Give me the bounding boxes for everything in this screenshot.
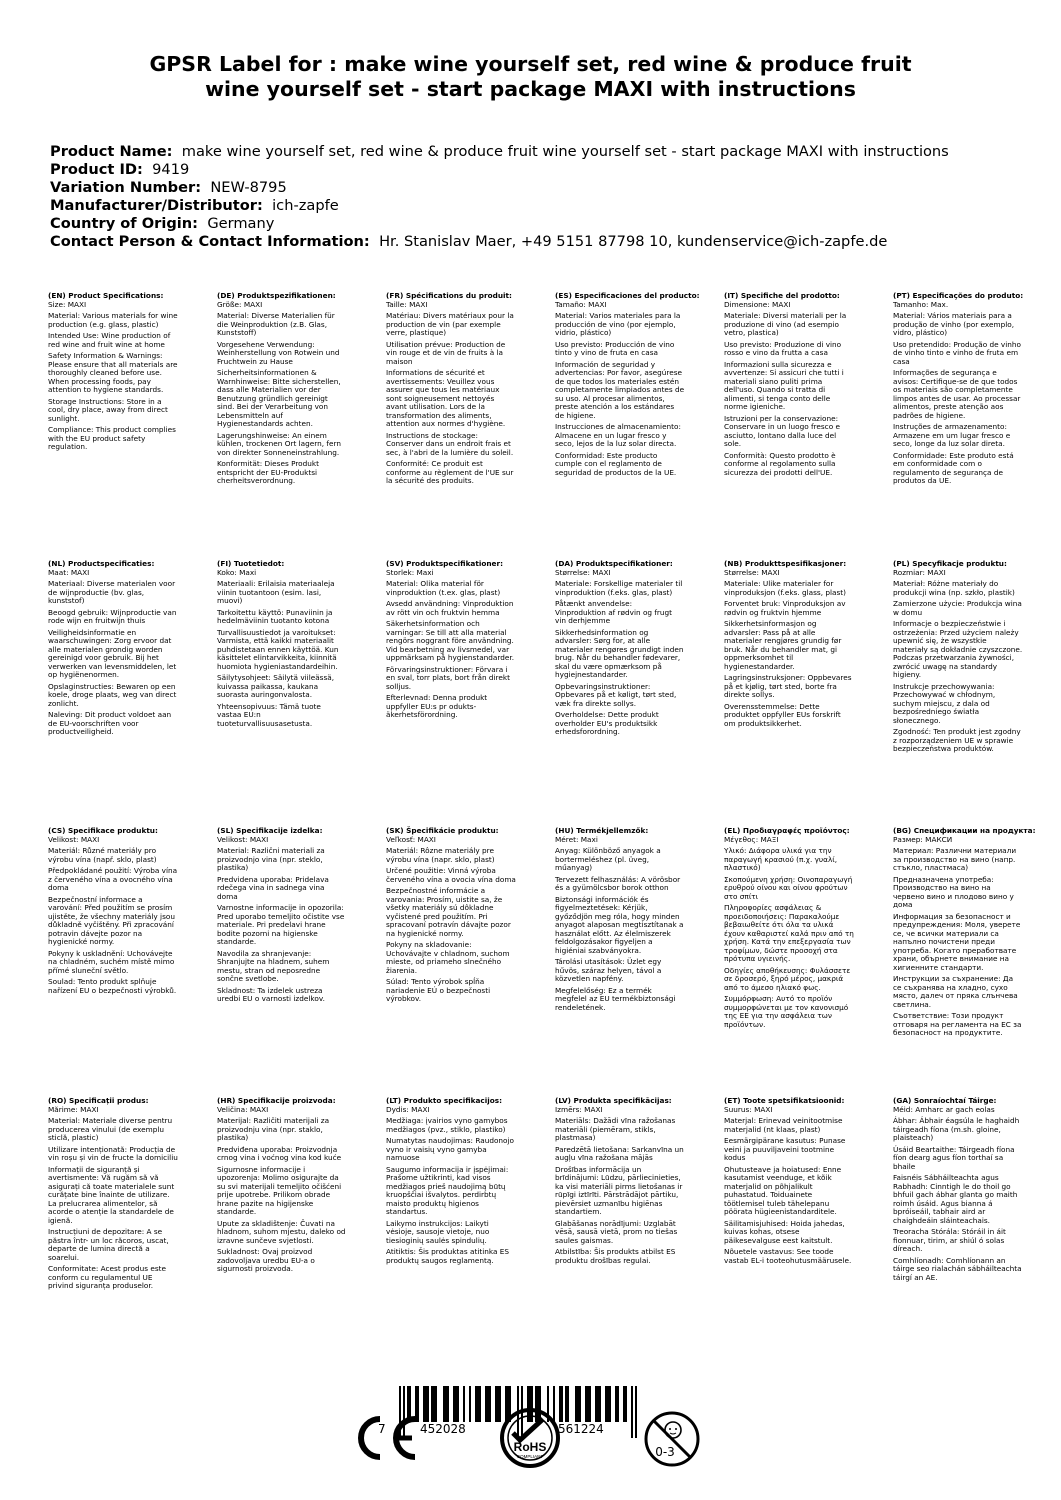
spec-block-ro xyxy=(48,1097,178,1294)
product-id-label: Product ID: xyxy=(50,161,143,178)
spec-block-el xyxy=(724,827,854,1032)
manufacturer-value: ich-zapfe xyxy=(272,197,339,214)
ce-mark-icon xyxy=(352,1413,420,1467)
spec-paragraph: Predviđena uporaba: Proizvodnja crnog vina i voćnog vina kod kuće xyxy=(217,1144,342,1162)
spec-block-lv xyxy=(555,1097,685,1268)
spec-paragraph: Méret: Maxi xyxy=(555,834,598,844)
spec-paragraph: Sikkerhedsinformation og advarsler: Sørg for, at alle materialer rengøres grundigt inden brug. Når du behandler fødevarer, skal du være opmærksom på hygiejnestandarder. xyxy=(555,627,684,679)
spec-paragraph: Conformità: Questo prodotto è conforme al regolamento sulla sicurezza dei prodotti dell'UE. xyxy=(724,450,836,477)
barcode-bar xyxy=(623,1386,627,1422)
spec-block-fi xyxy=(217,560,347,731)
barcode-bar xyxy=(485,1386,491,1422)
spec-paragraph: Materijal: Različiti materijali za proizvodnju vina (npr. staklo, plastika) xyxy=(217,1116,330,1142)
spec-paragraph: Tamanho: Max. xyxy=(893,299,949,309)
spec-paragraph: Overensstemmelse: Dette produktet oppfyller EUs forskrift om produktsikkerhet. xyxy=(724,701,841,728)
spec-paragraph: Opslaginstructies: Bewaren op een koele, droge plaats, weg van direct zonlicht. xyxy=(48,681,177,708)
spec-paragraph: Материал: Различни материали за производство на вино (напр. стъкло, пластмаса) xyxy=(893,846,1017,872)
spec-paragraph: Pokyny na skladovanie: Uchovávajte v chladnom, suchom mieste, od priameho slnečného žiarenia. xyxy=(386,940,510,975)
barcode-bar xyxy=(443,1386,449,1422)
spec-paragraph: Informacje o bezpieczeństwie i ostrzeżenia: Przed użyciem należy upewnić się, że wszystkie materiały są dokładnie czyszczone. Podczas przetwarzania żywności, zwrócić uwagę na standardy higieny. xyxy=(893,619,1023,679)
spec-heading: (FI) Tuotetiedot: xyxy=(217,559,285,568)
spec-heading: (ES) Especificaciones del producto: xyxy=(555,291,700,300)
manufacturer-row xyxy=(50,197,1030,215)
spec-paragraph: Laikymo instrukcijos: Laikyti vėsioje, sausoje vietoje, nuo tiesioginių saulės spindulių. xyxy=(386,1218,490,1245)
spec-paragraph: Material: Diverse Materialien für die Weinproduktion (z.B. Glas, Kunststoff) xyxy=(217,311,335,337)
spec-paragraph: Méid: Amharc ar gach eolas xyxy=(893,1104,995,1114)
spec-paragraph: Material: Različni materiali za proizvodnjo vina (npr. steklo, plastika) xyxy=(217,846,325,872)
spec-paragraph: Предназначена употреба: Производство на вино на червено вино и плодово вино у дома xyxy=(893,874,1014,909)
spec-paragraph: Størrelse: MAXI xyxy=(724,567,780,577)
spec-heading: (LV) Produkta specifikācijas: xyxy=(555,1096,672,1105)
spec-paragraph: Σκοπούμενη χρήση: Οινοπαραγωγή ερυθρού οίνου και οίνου φρούτων στο σπίτι xyxy=(724,874,853,901)
spec-paragraph: Инструкции за съхранение: Да се съхранява на хладно, сухо място, далеч от пряка слънчева светлина. xyxy=(893,974,1018,1009)
barcode-bar xyxy=(423,1386,429,1422)
spec-paragraph: Efterlevnad: Denna produkt uppfyller EU:s pr oduktsäkerhetsförordning. xyxy=(386,693,488,719)
country-of-origin-label: Country of Origin: xyxy=(50,215,199,232)
spec-block-de xyxy=(217,292,347,489)
spec-block-fr xyxy=(386,292,516,489)
spec-paragraph: Safety Information & Warnings: Please ensure that all materials are thoroughly cleaned before use. When processing foods, pay attention to hygiene standards. xyxy=(48,351,178,394)
spec-paragraph: Bezpečnostní informace a varování: Před použitím se prosím ujistěte, že všechny materiály jsou důkladně vyčištěny. Při zpracování potravin dávejte pozor na hygienické normy. xyxy=(48,894,175,946)
barcode-bar xyxy=(453,1386,459,1422)
label-title-line-2: wine yourself set - start package MAXI with instructions xyxy=(205,77,856,101)
spec-paragraph: Lagringsinstruksjoner: Oppbevares på et kjølig, tørt sted, borte fra direkte sollys. xyxy=(724,673,852,699)
product-name-label: Product Name: xyxy=(50,143,173,160)
spec-paragraph: Säilitamisjuhised: Hoida jahedas, kuivas kohas, otsese päikesevalguse eest kaitstult. xyxy=(724,1218,845,1245)
spec-block-pt xyxy=(893,292,1023,489)
spec-paragraph: Uso previsto: Producción de vino tinto y vino de fruta en casa xyxy=(555,339,675,357)
spec-paragraph: Navodila za shranjevanje: Shranjujte na hladnem, suhem mestu, stran od neposredne sončne svetlobe. xyxy=(217,948,330,983)
spec-paragraph: Mărime: MAXI xyxy=(48,1104,99,1114)
age-warning-label: 0-3 xyxy=(655,1445,675,1459)
spec-paragraph: Ohutusteave ja hoiatused: Enne kasutamist veenduge, et kõik materjalid on põhjalikult puhastatud. Toiduainete töötlemisel tuleb tähelepanu pöörata hügieenistandarditele. xyxy=(724,1164,842,1216)
spec-paragraph: Material: Olika material för vinproduktion (t.ex. glas, plast) xyxy=(386,579,501,597)
spec-heading: (BG) Спецификации на продукта: xyxy=(893,826,1036,835)
spec-paragraph: Veiligheidsinformatie en waarschuwingen: Zorg ervoor dat alle materialen grondig worden gereinigd voor gebruik. Bij het verwerken van levensmiddelen, let op hygiënenormen. xyxy=(48,627,177,679)
spec-heading: (EN) Product Specifications: xyxy=(48,291,164,300)
not-for-children-0-3-icon xyxy=(643,1410,701,1472)
spec-paragraph: Faisnéis Sábháilteachta agus Rabhadh: Cinntigh le do thoil go bhfuil gach ábhar glanta go maith roimh úsáid. Agus bianna á bpróiseáil, tabhair aird ar chaighdeáin sláinteachais. xyxy=(893,1173,1018,1225)
spec-block-nb xyxy=(724,560,854,731)
spec-paragraph: Skladnost: Ta izdelek ustreza uredbi EU o varnosti izdelkov. xyxy=(217,985,325,1003)
spec-paragraph: Biztonsági információk és figyelmeztetések: Kérjük, győződjön meg róla, hogy minden anyagot alaposan megtisztítanak a használat előtt. Az élelmiszerek feldolgozásakor figyeljen a higiéniai szabványokra. xyxy=(555,894,684,955)
spec-heading: (CS) Specifikace produktu: xyxy=(48,826,158,835)
spec-paragraph: Súlad: Tento výrobok spĺňa nariadenie EÚ o bezpečnosti výrobkov. xyxy=(386,977,491,1003)
spec-heading: (DE) Produktspezifikationen: xyxy=(217,291,336,300)
spec-heading: (IT) Specifiche del prodotto: xyxy=(724,291,840,300)
barcode-bar xyxy=(635,1386,637,1438)
spec-paragraph: Ábhar: Ábhair éagsúla le haghaidh táirgeadh fíona (m.sh. gloine, plaisteach) xyxy=(893,1116,1020,1142)
spec-paragraph: Materiał: Różne materiały do produkcji wina (np. szkło, plastik) xyxy=(893,579,1015,597)
barcode-bar xyxy=(615,1386,619,1422)
spec-heading: (PT) Especificações do produto: xyxy=(893,291,1024,300)
barcode-bar xyxy=(463,1386,465,1422)
spec-paragraph: Größe: MAXI xyxy=(217,299,263,309)
spec-paragraph: Material: Materiale diverse pentru producerea vinului (de exemplu sticlă, plastic) xyxy=(48,1116,173,1142)
spec-block-hu xyxy=(555,827,685,1015)
spec-paragraph: Drošības informācija un brīdinājumi: Lūdzu, pārliecinieties, ka visi materiāli pirms lietošanas ir rūpīgi iztīrīti. Pārstrādājot pārtiku, pievērsiet uzmanību higiēnas standartiem. xyxy=(555,1164,683,1216)
spec-paragraph: Izmērs: MAXI xyxy=(555,1104,603,1114)
spec-paragraph: Nõuetele vastavus: See toode vastab EL-i tooteohutusmäärusele. xyxy=(724,1247,852,1265)
spec-block-et xyxy=(724,1097,854,1268)
spec-paragraph: Информация за безопасност и предупреждения: Моля, уверете се, че всички материали са напълно почистени преди употреба. Когато преработвате храни, обърнете внимание на хигиенните стандарти. xyxy=(893,911,1021,972)
spec-paragraph: Utilisation prévue: Production de vin rouge et de vin de fruits à la maison xyxy=(386,339,506,366)
spec-paragraph: Naleving: Dit product voldoet aan de EU-voorschriften voor productveiligheid. xyxy=(48,710,172,736)
spec-paragraph: Υλικό: Διάφορα υλικά για την παραγωγή κρασιού (π.χ. γυαλί, πλαστικό) xyxy=(724,846,838,872)
spec-paragraph: Συμμόρφωση: Αυτό το προϊόν συμμορφώνεται με τον κανονισμό της ΕΕ για την ασφάλεια των προϊόντων. xyxy=(724,994,849,1029)
barcode-bar xyxy=(605,1386,611,1422)
spec-paragraph: Materiale: Diversi materiali per la produzione di vino (ad esempio vetro, plastica) xyxy=(724,311,847,337)
spec-paragraph: Utilizare intenționată: Producția de vin roșu și vin de fructe la domiciliu xyxy=(48,1144,178,1162)
spec-heading: (EL) Προδιαγραφές προϊόντος: xyxy=(724,826,850,835)
barcode-bar xyxy=(565,1386,569,1422)
spec-paragraph: Materjal: Erinevad veinitootmise materjalid (nt klaas, plast) xyxy=(724,1116,843,1134)
spec-paragraph: Dimensione: MAXI xyxy=(724,299,791,309)
spec-paragraph: Velikost: MAXI xyxy=(217,834,269,844)
spec-paragraph: Anyag: Különböző anyagok a bortermeléshez (pl. üveg, műanyag) xyxy=(555,846,661,872)
spec-paragraph: Konformität: Dieses Produkt entspricht der EU-Produktsi cherheitsverordnung. xyxy=(217,459,319,485)
spec-paragraph: Storage Instructions: Store in a cool, dry place, away from direct sunlight. xyxy=(48,396,168,423)
spec-heading: (ET) Toote spetsifikatsioonid: xyxy=(724,1096,845,1105)
spec-paragraph: Varnostne informacije in opozorila: Pred uporabo temeljito očistite vse materiale. Pri predelavi hrane bodite pozorni na higienske standarde. xyxy=(217,903,345,946)
barcode-digit-first: 7 xyxy=(378,1422,386,1436)
spec-paragraph: Compliance: This product complies with the EU product safety regulation. xyxy=(48,425,176,451)
spec-paragraph: Taille: MAXI xyxy=(386,299,428,309)
spec-paragraph: Opbevaringsinstruktioner: Opbevares på et køligt, tørt sted, væk fra direkte sollys. xyxy=(555,681,677,708)
spec-paragraph: Overholdelse: Dette produkt overholder EU's produktsikk erhedsforordning. xyxy=(555,710,659,736)
barcode-bar xyxy=(431,1386,437,1422)
spec-paragraph: Yhteensopivuus: Tämä tuote vastaa EU:n tuoteturvallisuusasetusta. xyxy=(217,701,321,728)
spec-paragraph: Soulad: Tento produkt splňuje nařízení EU o bezpečnosti výrobků. xyxy=(48,977,177,995)
spec-paragraph: Materiāls: Dažādi vīna ražošanas materiāli (piemēram, stikls, plastmasa) xyxy=(555,1116,676,1142)
spec-paragraph: Forventet bruk: Vinproduksjon av rødvin og fruktvin hjemme xyxy=(724,599,846,617)
spec-heading: (NL) Productspecificaties: xyxy=(48,559,155,568)
spec-paragraph: Velikost: MAXI xyxy=(48,834,100,844)
spec-paragraph: Predvidena uporaba: Pridelava rdečega vina in sadnega vina doma xyxy=(217,874,329,901)
product-id-value: 9419 xyxy=(152,161,190,178)
spec-paragraph: Πληροφορίες ασφάλειας & προειδοποιήσεις: Παρακαλούμε βεβαιωθείτε ότι όλα τα υλικά έχουν καθαριστεί καλά πριν από τη χρήση. Κατά την επεξεργασία των τροφίμων, δώστε προσοχή στα πρότυπα υγιεινής. xyxy=(724,903,854,963)
spec-paragraph: Comhlíonadh: Comhlíonann an táirge seo rialachán sábháilteachta táirgí an AE. xyxy=(893,1255,1022,1282)
spec-heading: (SV) Produktspecifikationer: xyxy=(386,559,504,568)
spec-paragraph: Información de seguridad y advertencias: Por favor, asegúrese de que todos los materiales estén completamente limpiados antes de su uso. Al procesar alimentos, preste atención a los estándares de higiene. xyxy=(555,359,685,420)
spec-paragraph: Dydis: MAXI xyxy=(386,1104,430,1114)
spec-paragraph: Materiaali: Erilaisia materiaaleja viinin tuotantoon (esim. lasi, muovi) xyxy=(217,579,335,605)
spec-paragraph: Veľkosť: MAXI xyxy=(386,834,436,844)
rohs-compliant-icon xyxy=(499,1407,561,1473)
spec-paragraph: Размер: МАКСИ xyxy=(893,834,953,844)
spec-paragraph: Megfelelőség: Ez a termék megfelel az EU termékbiztonsági rendeletének. xyxy=(555,985,676,1012)
spec-paragraph: Istruzioni per la conservazione: Conservare in un luogo fresco e asciutto, lontano dalla luce del sole. xyxy=(724,413,840,448)
spec-paragraph: Úsáid Beartaithe: Táirgeadh fíona fíon dearg agus fíon torthaí sa bhaile xyxy=(893,1144,1015,1171)
spec-paragraph: Säilytysohjeet: Säilytä viileässä, kuivassa paikassa, kaukana suorasta auringonvalosta. xyxy=(217,673,335,699)
spec-block-sl xyxy=(217,827,347,1007)
contact-value: Hr. Stanislav Maer, +49 5151 87798 10, kundenservice@ich-zapfe.de xyxy=(379,233,888,250)
spec-paragraph: Instrukcje przechowywania: Przechowywać w chłodnym, suchym miejscu, z dala od bezpośredniego światła słonecznego. xyxy=(893,681,996,725)
spec-paragraph: Uso previsto: Produzione di vino rosso e vino da frutta a casa xyxy=(724,339,842,357)
variation-number-value: NEW-8795 xyxy=(210,179,287,196)
barcode-bar xyxy=(631,1386,633,1438)
spec-paragraph: Materiale: Forskellige materialer til vinproduktion (f.eks. glas, plast) xyxy=(555,579,683,597)
spec-block-ga xyxy=(893,1097,1023,1285)
spec-paragraph: Předpokládané použití: Výroba vína z červeného vína a ovocného vína doma xyxy=(48,866,178,892)
spec-paragraph: Materiál: Rôzne materiály pre výrobu vína (napr. sklo, plast) xyxy=(386,846,495,864)
spec-heading: (DA) Produktspecifikationer: xyxy=(555,559,673,568)
spec-paragraph: Atbilstība: Šis produkts atbilst ES produktu drošības regulai. xyxy=(555,1247,676,1265)
spec-paragraph: Beoogd gebruik: Wijnproductie van rode wijn en fruitwijn thuis xyxy=(48,607,177,625)
spec-paragraph: Treoracha Stórála: Stóráil in áit fionnuar, tirim, ar shiúl ó solas díreach. xyxy=(893,1227,1006,1253)
spec-block-da xyxy=(555,560,685,740)
spec-paragraph: Förvaringsinstruktioner: Förvara i en sval, torr plats, bort från direkt solljus. xyxy=(386,664,510,691)
spec-block-it xyxy=(724,292,854,480)
spec-paragraph: Eesmärgipärane kasutus: Punase veini ja puuviljaveini tootmine kodus xyxy=(724,1136,846,1162)
contact-row xyxy=(50,233,1030,251)
spec-block-bg xyxy=(893,826,1036,1041)
spec-block-nl xyxy=(48,560,178,740)
spec-paragraph: Informações de segurança e avisos: Certifique-se de que todos os materiais são completamente limpos antes de usar. Ao processar alimentos, preste atenção aos padrões de higiene. xyxy=(893,368,1021,420)
spec-paragraph: Určené použitie: Vinná výroba červeného vína a ovocia vína doma xyxy=(386,866,516,884)
spec-paragraph: Conformidad: Este producto cumple con el reglamento de seguridad de productos de la UE. xyxy=(555,450,677,477)
product-name-row xyxy=(50,143,1030,161)
spec-paragraph: Saugumo informacija ir įspėjimai: Prašome užtikrinti, kad visos medžiagos prieš naudojimą būtų kruopščiai išvalytos. perdirbtų maisto produktų higienos standartus. xyxy=(386,1164,509,1216)
spec-paragraph: Glabāšanas norādījumi: Uzglabāt vēsā, sausā vietā, prom no tiešas saules gaismas. xyxy=(555,1218,678,1245)
spec-block-pl xyxy=(893,560,1023,757)
label-title xyxy=(0,52,1061,102)
spec-paragraph: Μέγεθος: MAΞΙ xyxy=(724,834,779,844)
spec-block-lt xyxy=(386,1097,516,1268)
spec-paragraph: Informations de sécurité et avertissements: Veuillez vous assurer que tous les matériaux sont soigneusement nettoyés avant utilisation. Lors de la transformation des aliments, attention aux normes d'hygiène. xyxy=(386,368,506,428)
spec-paragraph: Sigurnosne informacije i upozorenja: Molimo osigurajte da su svi materijali temeljito očišćeni prije upotrebe. Prilikom obrade hrane pazite na higijenske standarde. xyxy=(217,1164,342,1216)
spec-heading: (NB) Produkttspesifikasjoner: xyxy=(724,559,847,568)
contact-label: Contact Person & Contact Information: xyxy=(50,233,370,250)
spec-paragraph: Instrucciones de almacenamiento: Almacene en un lugar fresco y seco, lejos de la luz solar directa. xyxy=(555,422,681,448)
spec-paragraph: Material: Varios materiales para la producción de vino (por ejemplo, vidrio, plástico) xyxy=(555,311,681,337)
spec-paragraph: Størrelse: MAXI xyxy=(555,567,611,577)
spec-paragraph: Instruções de armazenamento: Armazene em um lugar fresco e seco, longe da luz solar direta. xyxy=(893,422,1011,448)
spec-paragraph: Uso pretendido: Produção de vinho de vinho tinto e vinho de fruta em casa xyxy=(893,339,1021,366)
spec-paragraph: Sicherheitsinformationen & Warnhinweise: Bitte sicherstellen, dass alle Materialien vor der Benutzung gründlich gereinigt sind. Bei der Verarbeitung von Lebensmitteln auf Hygienestandards achten. xyxy=(217,368,341,428)
spec-paragraph: Koko: Maxi xyxy=(217,567,257,577)
spec-paragraph: Turvallisuustiedot ja varoitukset: Varmista, että kaikki materiaalit puhdistetaan ennen käyttöä. Kun käsittelet elintarvikkeita, kiinnitä huomiota hygieniastandardeihin. xyxy=(217,627,339,671)
spec-paragraph: Rozmiar: MAXI xyxy=(893,567,946,577)
spec-paragraph: Tamaño: MAXI xyxy=(555,299,607,309)
country-of-origin-row xyxy=(50,215,1030,233)
barcode-bar xyxy=(475,1386,481,1422)
spec-paragraph: Instructions de stockage: Conserver dans un endroit frais et sec, à l'abri de la lumière du soleil. xyxy=(386,430,514,457)
variation-number-row xyxy=(50,179,1030,197)
spec-heading: (FR) Spécifications du produit: xyxy=(386,291,512,300)
spec-block-en xyxy=(48,292,178,455)
manufacturer-label: Manufacturer/Distributor: xyxy=(50,197,263,214)
spec-paragraph: Instrucțiuni de depozitare: A se păstra într- un loc răcoros, uscat, departe de lumina directă a soarelui. xyxy=(48,1227,169,1262)
spec-paragraph: Tárolási utasítások: Üzlet egy hűvös, száraz helyen, távol a közvetlen napfény. xyxy=(555,957,662,983)
spec-paragraph: Maat: MAXI xyxy=(48,567,90,577)
spec-paragraph: Sukladnost: Ovaj proizvod zadovoljava uredbu EU-a o sigurnosti proizvoda. xyxy=(217,1247,315,1273)
spec-paragraph: Informazioni sulla sicurezza e avvertenze: Si assicuri che tutti i materiali siano puliti prima dell'uso. Quando si tratta di alimenti, si tenga conto delle norme igieniche. xyxy=(724,359,844,411)
spec-paragraph: Informații de siguranță și avertismente: Vă rugăm să vă asigurați că toate materialele sunt curățate bine înainte de utilizare. La prelucrarea alimentelor, să acorde o atenție la standardele de igienă. xyxy=(48,1164,175,1225)
spec-paragraph: Bezpečnostné informácie a varovania: Prosím, uistite sa, že všetky materiály sú dôkladne vyčistené pred použitím. Pri spracovaní potravín dávajte pozor na hygienické normy. xyxy=(386,886,511,938)
spec-block-cs xyxy=(48,827,178,998)
spec-paragraph: Påtænkt anvendelse: Vinproduktion af rødvin og frugt vin derhjemme xyxy=(555,599,673,625)
rohs-compliant-text: COMPLIANT xyxy=(516,1454,544,1459)
variation-number-label: Variation Number: xyxy=(50,179,202,196)
spec-heading: (SK) Špecifikácie produktu: xyxy=(386,826,499,835)
spec-block-sk xyxy=(386,827,516,1007)
spec-paragraph: Materiál: Různé materiály pro výrobu vína (např. sklo, plast) xyxy=(48,846,157,864)
product-info xyxy=(50,143,1030,251)
spec-paragraph: Säkerhetsinformation och varningar: Se till att alla material rengörs noggrant före användning. Vid bearbetning av livsmedel, var uppmärksam på hygienstandarder. xyxy=(386,619,515,662)
spec-paragraph: Matériau: Divers matériaux pour la production de vin (par exemple verre, plastique) xyxy=(386,311,514,337)
spec-paragraph: Conformidade: Este produto está em conformidade com o regulamento de segurança de produtos da UE. xyxy=(893,450,1014,485)
spec-paragraph: Conformitate: Acest produs este conform cu regulamentul UE privind siguranța produselor. xyxy=(48,1264,166,1290)
spec-block-hr xyxy=(217,1097,347,1277)
spec-paragraph: Avsedd användning: Vinproduktion av rött vin och fruktvin hemma xyxy=(386,599,514,617)
spec-paragraph: Size: MAXI xyxy=(48,299,87,309)
spec-heading: (SL) Specifikacije izdelka: xyxy=(217,826,323,835)
spec-paragraph: Zgodność: Ten produkt jest zgodny z rozporządzeniem UE w sprawie bezpieczeństwa produktów. xyxy=(893,727,1021,753)
spec-paragraph: Съответствие: Този продукт отговаря на регламента на ЕС за безопасност на продуктите. xyxy=(893,1011,1022,1037)
spec-heading: (GA) Sonraíochtaí Táirge: xyxy=(893,1096,997,1105)
spec-heading: (PL) Specyfikacje produktu: xyxy=(893,559,1007,568)
spec-block-sv xyxy=(386,560,516,723)
spec-heading: (RO) Specificații produs: xyxy=(48,1096,149,1105)
spec-paragraph: Atitiktis: Šis produktas atitinka ES produktų saugos reglamentą. xyxy=(386,1247,509,1265)
spec-paragraph: Storlek: Maxi xyxy=(386,567,434,577)
barcode-bar xyxy=(575,1386,581,1422)
spec-paragraph: Materiale: Ulike materialer for vinproduksjon (f.eks. glass, plast) xyxy=(724,579,846,597)
barcode-bar xyxy=(595,1386,601,1422)
spec-paragraph: Numatytas naudojimas: Raudonojo vyno ir vaisių vyno gamyba namuose xyxy=(386,1136,515,1162)
spec-paragraph: Tarkoitettu käyttö: Punaviinin ja hedelmäviinin tuotanto kotona xyxy=(217,607,333,625)
spec-paragraph: Veličina: MAXI xyxy=(217,1104,269,1114)
spec-paragraph: Sikkerhetsinformasjon og advarsler: Pass på at alle materialer rengjøres grundig før bruk. Når du behandler mat, gi oppmerksomhet til hygienestandarder. xyxy=(724,619,842,671)
spec-paragraph: Zamierzone użycie: Produkcja wina w domu xyxy=(893,599,1022,617)
product-name-value: make wine yourself set, red wine & produce fruit wine yourself set - start package MAXI with instructions xyxy=(181,143,949,160)
barcode-digits-group-2: 561224 xyxy=(558,1422,604,1436)
spec-paragraph: Conformité: Ce produit est conforme au règlement de l'UE sur la sécurité des produits. xyxy=(386,459,514,485)
spec-paragraph: Medžiaga: įvairios vyno gamybos medžiagos (pvz., stiklo, plastiko) xyxy=(386,1116,508,1134)
country-of-origin-value: Germany xyxy=(207,215,275,232)
spec-paragraph: Vorgesehene Verwendung: Weinherstellung von Rotwein und Fruchtwein zu Hause xyxy=(217,339,340,366)
spec-heading: (LT) Produkto specifikacijos: xyxy=(386,1096,503,1105)
spec-paragraph: Intended Use: Wine production of red wine and fruit wine at home xyxy=(48,331,171,349)
spec-heading: (HU) Termékjellemzők: xyxy=(555,826,649,835)
spec-paragraph: Lagerungshinweise: An einem kühlen, trockenen Ort lagern, fern von direkter Sonneneinstrahlung. xyxy=(217,430,341,457)
spec-paragraph: Suurus: MAXI xyxy=(724,1104,773,1114)
spec-paragraph: Material: Vários materiais para a produção de vinho (por exemplo, vidro, plástico) xyxy=(893,311,1015,337)
spec-paragraph: Materiaal: Diverse materialen voor de wijnproductie (bv. glas, kunststof) xyxy=(48,579,176,605)
spec-paragraph: Οδηγίες αποθήκευσης: Φυλάσσετε σε δροσερό, ξηρό μέρος, μακριά από το άμεσο ηλιακό φως. xyxy=(724,965,851,992)
barcode-digits-group-1: 452028 xyxy=(420,1422,466,1436)
barcode-bar xyxy=(585,1386,591,1422)
spec-paragraph: Paredzētā lietošana: Sarkanvīna un augļu vīna ražošana mājās xyxy=(555,1144,684,1162)
spec-paragraph: Upute za skladištenje: Čuvati na hladnom, suhom mjestu, daleko od izravne sunčeve svjetlosti. xyxy=(217,1218,346,1245)
barcode-bar xyxy=(469,1386,471,1422)
rohs-label: RoHS xyxy=(513,1440,547,1454)
label-title-line-1: GPSR Label for : make wine yourself set, red wine & produce fruit xyxy=(149,52,912,76)
spec-block-es xyxy=(555,291,700,480)
spec-paragraph: Tervezett felhasználás: A vörösbor és a gyümölcsbor borok otthon xyxy=(555,874,681,892)
spec-paragraph: Material: Various materials for wine production (e.g. glass, plastic) xyxy=(48,311,178,329)
product-id-row xyxy=(50,161,1030,179)
spec-paragraph: Pokyny k uskladnění: Uchovávejte na chladném, suchém místě mimo přímé sluneční světlo. xyxy=(48,948,175,975)
spec-heading: (HR) Specifikacije proizvoda: xyxy=(217,1096,336,1105)
